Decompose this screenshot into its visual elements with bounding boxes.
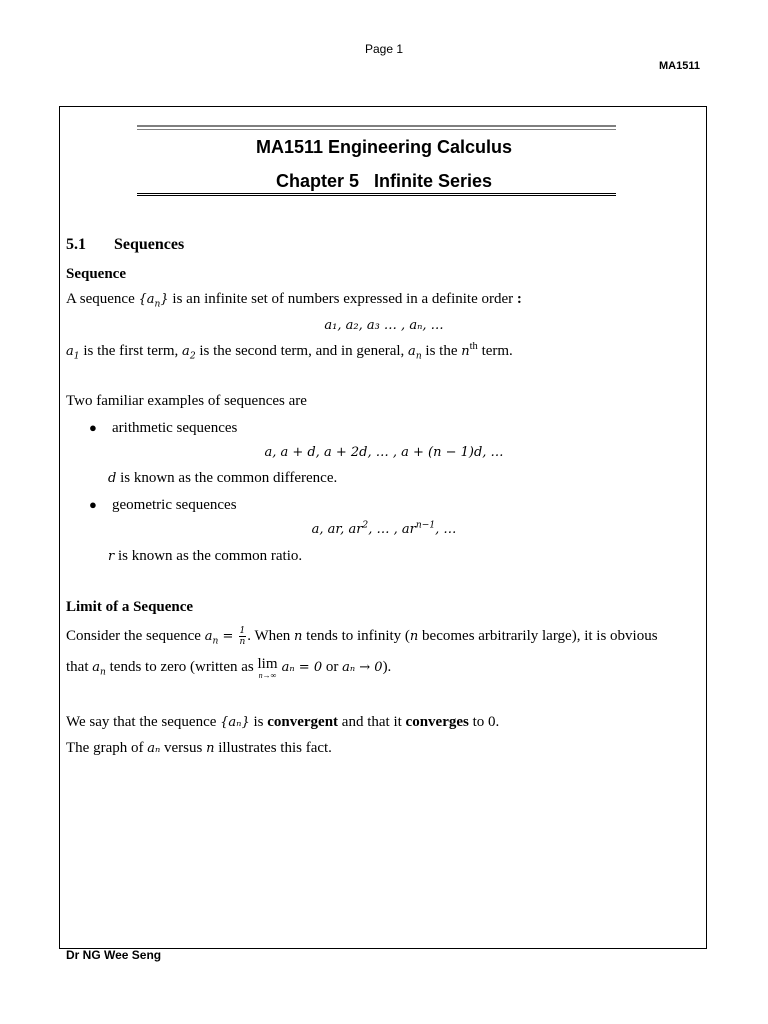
a1-a: a xyxy=(66,344,74,359)
an-eq-zero: aₙ = 0 xyxy=(277,660,323,675)
an xyxy=(408,344,422,362)
tends-text: tends to infinity ( xyxy=(302,627,410,644)
geo-end: , … xyxy=(435,522,457,537)
def-pre: A sequence xyxy=(66,291,139,307)
gen-txt: is the xyxy=(421,343,462,359)
footer-author: Dr NG Wee Seng xyxy=(66,948,162,962)
def-set-close: } xyxy=(160,292,169,307)
d-var: d xyxy=(108,471,117,486)
nth-sup: th xyxy=(469,341,478,352)
a2-sub: 2 xyxy=(189,351,196,362)
limit-result-line xyxy=(66,658,391,682)
convergent-line xyxy=(66,713,499,732)
chapter-title: Chapter 5 Infinite Series xyxy=(275,171,493,191)
second-txt: is the second term, and in general, xyxy=(195,343,409,359)
geometric-formula xyxy=(0,521,768,539)
term-txt: term. xyxy=(477,343,513,359)
a2 xyxy=(182,344,196,362)
an-eq xyxy=(204,628,238,647)
first-txt: is the first term, xyxy=(79,343,183,359)
an-a2: a xyxy=(204,628,213,644)
section-number: 5.1 xyxy=(66,236,86,253)
n-var: n xyxy=(294,628,303,644)
examples-intro: Two familiar examples of sequences are xyxy=(66,393,307,409)
course-code-header: MA1511 xyxy=(659,60,700,72)
term-description xyxy=(66,342,513,361)
limit-operator xyxy=(258,658,278,682)
sequence-definition xyxy=(66,290,522,309)
def-set-sub: n xyxy=(154,299,161,310)
graph-post: illustrates this fact. xyxy=(214,740,332,756)
that-text: that xyxy=(66,659,93,675)
conv-post: to 0. xyxy=(468,714,500,730)
geo-sup2: n−1 xyxy=(415,520,436,531)
consider-text: Consider the sequence xyxy=(66,627,205,644)
conv-bold2: converges xyxy=(405,714,469,730)
tends-zero-text: tends to zero (written as xyxy=(105,659,258,675)
page-number: Page 1 xyxy=(364,42,404,56)
geometric-note xyxy=(108,547,302,566)
nth-n: n xyxy=(461,344,470,359)
section-heading xyxy=(66,236,184,254)
lim-text: lim xyxy=(257,656,278,672)
geo-note-text: is known as the common ratio. xyxy=(114,548,303,564)
sequence-terms: a₁, a₂, a₃ … , aₙ, … xyxy=(324,318,444,333)
geo-pre: a, ar, ar xyxy=(311,522,363,537)
arithmetic-label: arithmetic sequences xyxy=(112,420,238,436)
title-rule-top xyxy=(137,125,616,130)
geo-mid: , … , ar xyxy=(368,522,416,537)
conv-is: is xyxy=(249,714,268,730)
an-a: a xyxy=(408,344,416,359)
n-var: n xyxy=(409,628,419,644)
def-post: is an infinite set of numbers expressed in a definite order xyxy=(168,291,517,307)
graph-mid: versus xyxy=(160,740,207,756)
arithmetic-note xyxy=(108,469,337,488)
lim-sub: n→∞ xyxy=(258,671,277,680)
title-rule-bottom xyxy=(137,193,616,196)
an-sub2: n xyxy=(212,636,219,647)
geometric-label: geometric sequences xyxy=(112,497,237,513)
an-sub: n xyxy=(415,351,422,362)
conv-bold1: convergent xyxy=(267,714,339,730)
eq-sign: = xyxy=(218,628,238,644)
arithmetic-formula: a, a + d, a + 2d, … , a + (n − 1)d, … xyxy=(264,445,504,460)
when-text: . When xyxy=(247,627,295,644)
conv-set: {aₙ} xyxy=(220,715,250,730)
a1 xyxy=(66,344,80,362)
r-var: r xyxy=(108,549,115,564)
def-colon: : xyxy=(516,291,522,307)
geo-sup1: 2 xyxy=(362,520,369,531)
def-set xyxy=(138,292,169,310)
or-text: or xyxy=(322,659,343,675)
graph-n: n xyxy=(206,741,215,756)
section-name: Sequences xyxy=(114,236,185,253)
frac-den: n xyxy=(239,637,246,647)
conv-pre: We say that the sequence xyxy=(66,714,221,730)
close-text: ). xyxy=(382,659,392,675)
an-arrow-zero: aₙ → 0 xyxy=(342,660,383,675)
conv-mid: and that it xyxy=(338,714,406,730)
arith-note-text: is known as the common difference. xyxy=(116,470,338,486)
frac-num: 1 xyxy=(239,626,246,636)
a2-a: a xyxy=(182,344,190,359)
limit-consider-line xyxy=(66,626,658,647)
one-over-n xyxy=(239,626,247,647)
def-set-open: {a xyxy=(138,292,155,307)
an2-sub: n xyxy=(100,667,106,678)
graph-pre: The graph of xyxy=(66,740,148,756)
sequence-heading: Sequence xyxy=(66,266,126,282)
bullet-icon: ● xyxy=(89,420,97,435)
limit-heading: Limit of a Sequence xyxy=(66,599,194,615)
bullet-icon: ● xyxy=(89,497,97,512)
an2-a: a xyxy=(92,660,101,675)
graph-line xyxy=(66,739,332,758)
course-title: MA1511 Engineering Calculus xyxy=(255,137,513,157)
an-var xyxy=(92,660,106,678)
rest1-text: becomes arbitrarily large), it is obvious xyxy=(418,627,658,644)
graph-an: aₙ xyxy=(147,741,161,756)
a1-sub: 1 xyxy=(73,351,80,362)
